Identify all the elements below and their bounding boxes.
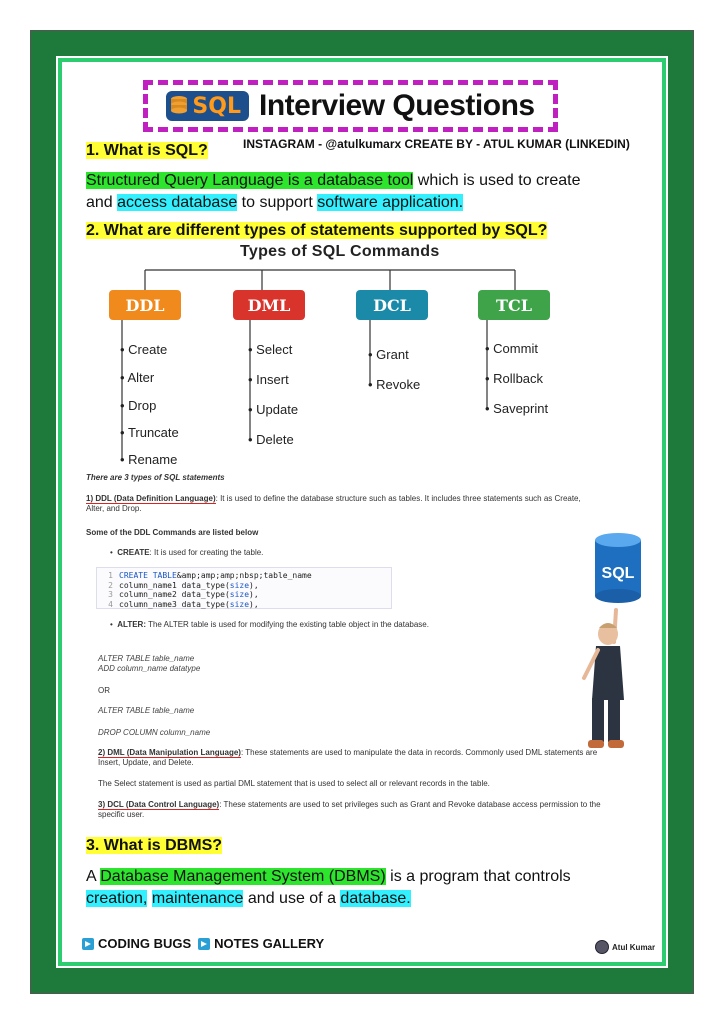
ddl-list-title: Some of the DDL Commands are listed below — [86, 528, 259, 537]
dml-box — [233, 290, 305, 320]
ddl-text: : It is used to define the database structure such as tables. It includes three statements such as Create, — [215, 494, 581, 503]
tcl-box-label: TCL — [496, 295, 532, 315]
page-title: Interview Questions — [259, 89, 535, 122]
line-number: 1 — [108, 571, 113, 580]
code-line — [101, 571, 387, 581]
ddl-box-label: DDL — [125, 295, 165, 315]
select-description: The Select statement is used as partial DML statement that is used to select all or relevant records in the table. — [98, 779, 490, 788]
code-line — [101, 590, 387, 600]
author-name: Atul Kumar — [612, 942, 656, 952]
ddl-item: • Alter — [120, 370, 155, 385]
diagram-title: Types of SQL Commands — [240, 243, 440, 260]
dcl-label: 3) DCL (Data Control Language) — [98, 800, 220, 809]
alter-code-1: ALTER TABLE table_name — [98, 654, 195, 663]
dcl-box-label: DCL — [373, 295, 411, 315]
tcl-item: • Saveprint — [485, 401, 549, 416]
sql-logo-text: SQL — [192, 93, 241, 119]
q1-answer-part: access database — [117, 194, 238, 211]
author-badge — [595, 940, 655, 954]
q1-answer-part: Structured Query Language is a database tool — [86, 172, 414, 189]
dcl-description — [98, 800, 638, 820]
dml-item-label: Update — [256, 402, 299, 417]
code-keyword: size — [229, 599, 250, 609]
author-credit: INSTAGRAM - @atulkumarx CREATE BY - ATUL KUMAR (LINKEDIN) — [243, 137, 630, 151]
alter-code-2: ADD column_name datatype — [98, 664, 201, 673]
q1-heading-text: 1. What is SQL? — [86, 142, 208, 159]
code-text: column_name1 data_type( — [119, 580, 230, 590]
ddl-label: 1) DDL (Data Definition Language) — [86, 494, 216, 503]
alter-code-4: DROP COLUMN column_name — [98, 728, 211, 737]
or-text: OR — [98, 686, 110, 695]
line-number: 3 — [108, 590, 113, 599]
line-number: 4 — [108, 599, 113, 609]
q3-heading-text: 3. What is DBMS? — [86, 837, 223, 854]
q3-answer-part: is a program that controls — [385, 868, 571, 885]
child-figure — [584, 610, 624, 748]
code-text: column_name3 data_type( — [119, 599, 230, 609]
dml-box-label: DML — [247, 295, 291, 315]
tcl-item: • Rollback — [485, 371, 544, 386]
tcl-item-label: Rollback — [493, 371, 544, 386]
code-text: ), — [249, 590, 259, 599]
ddl-item-label: Rename — [128, 452, 178, 467]
footer-credits — [82, 936, 324, 951]
code-text: &amp;amp;amp;nbsp;table_name — [176, 571, 312, 580]
dml-text: : These statements are used to manipulate the data in records. Commonly used DML statements are — [240, 748, 598, 757]
dcl-item: • Revoke — [368, 377, 421, 392]
diagram-connectors — [0, 0, 724, 480]
dml-item-label: Select — [256, 342, 293, 357]
ddl-item: • Create — [120, 342, 168, 357]
dml-item-label: Delete — [256, 432, 294, 447]
ddl-item: • Truncate — [120, 425, 179, 440]
line-number: 2 — [108, 580, 113, 590]
q2-heading-text: 2. What are different types of statements supported by SQL? — [86, 222, 548, 239]
dml-item: • Delete — [248, 432, 294, 447]
q1-answer-part: to support — [237, 194, 318, 211]
code-line — [101, 600, 387, 610]
avatar — [595, 940, 609, 954]
dml-description — [98, 748, 638, 768]
sql-cylinder-text: SQL — [601, 565, 635, 582]
create-label: CREATE — [117, 548, 150, 557]
ddl-description — [86, 494, 646, 514]
q1-answer-part: which is used to create — [413, 172, 581, 189]
code-text: ), — [249, 599, 259, 609]
dml-label: 2) DML (Data Manipulation Language) — [98, 748, 241, 757]
tcl-item-label: Saveprint — [493, 401, 549, 416]
q1-answer-part: software application. — [317, 194, 464, 211]
ddl-item-label: Drop — [128, 398, 157, 413]
ddl-box — [109, 290, 181, 320]
dml-item: • Select — [248, 342, 293, 357]
dml-item: • Insert — [248, 372, 289, 387]
code-keyword: CREATE TABLE — [119, 571, 177, 580]
footer-coding-bugs: CODING BUGS — [98, 936, 192, 951]
ddl-item: • Rename — [120, 452, 178, 467]
q1-answer-part: and — [86, 194, 118, 211]
create-bullet: • CREATE: It is used for creating the table. — [110, 548, 264, 557]
tcl-item: • Commit — [485, 341, 538, 356]
ddl-item-label: Truncate — [127, 425, 179, 440]
dcl-text: : These statements are used to set privileges such as Grant and Revoke database access permission to the — [219, 800, 601, 809]
dcl-box — [356, 290, 428, 320]
q3-answer-part: Database Management System (DBMS) — [100, 868, 386, 885]
q3-heading — [86, 837, 222, 855]
sql-kid-illustration — [570, 530, 650, 760]
code-line — [101, 581, 387, 591]
sql-cylinder-icon — [595, 533, 641, 603]
footer-notes-gallery: NOTES GALLERY — [214, 936, 325, 951]
create-code-block — [96, 567, 392, 609]
alter-text: The ALTER table is used for modifying the existing table object in the database. — [145, 620, 429, 629]
alter-bullet: • ALTER: The ALTER table is used for modifying the existing table object in the database. — [110, 620, 429, 629]
tcl-item-label: Commit — [493, 341, 538, 356]
q3-answer-part: database. — [340, 890, 411, 907]
alter-label: ALTER: — [117, 620, 146, 629]
q3-answer-part: and use of a — [243, 890, 341, 907]
telegram-icon — [82, 938, 94, 950]
ddl-item: • Drop — [120, 398, 157, 413]
statement-types-intro: There are 3 types of SQL statements — [86, 473, 225, 482]
code-text: ), — [249, 580, 259, 590]
ddl-text-2: Alter, and Drop. — [86, 504, 142, 513]
dcl-item-label: Revoke — [376, 377, 421, 392]
dml-item: • Update — [248, 402, 299, 417]
q3-answer — [86, 866, 626, 910]
telegram-icon — [198, 938, 210, 950]
q3-answer-part: maintenance — [151, 890, 244, 907]
create-text: : It is used for creating the table. — [149, 548, 264, 557]
dml-item-label: Insert — [256, 372, 289, 387]
tcl-box — [478, 290, 550, 320]
ddl-item-label: Alter — [127, 370, 155, 385]
dcl-item: • Grant — [368, 347, 409, 362]
ddl-item-label: Create — [128, 342, 168, 357]
dcl-text-2: specific user. — [98, 810, 145, 819]
code-text: column_name2 data_type( — [119, 590, 230, 599]
alter-code-3: ALTER TABLE table_name — [98, 706, 195, 715]
dml-text-2: Insert, Update, and Delete. — [98, 758, 194, 767]
q3-answer-part: A — [86, 868, 101, 885]
code-keyword: size — [229, 590, 250, 599]
code-keyword: size — [229, 580, 250, 590]
dcl-item-label: Grant — [376, 347, 409, 362]
q3-answer-part: creation, — [86, 890, 148, 907]
